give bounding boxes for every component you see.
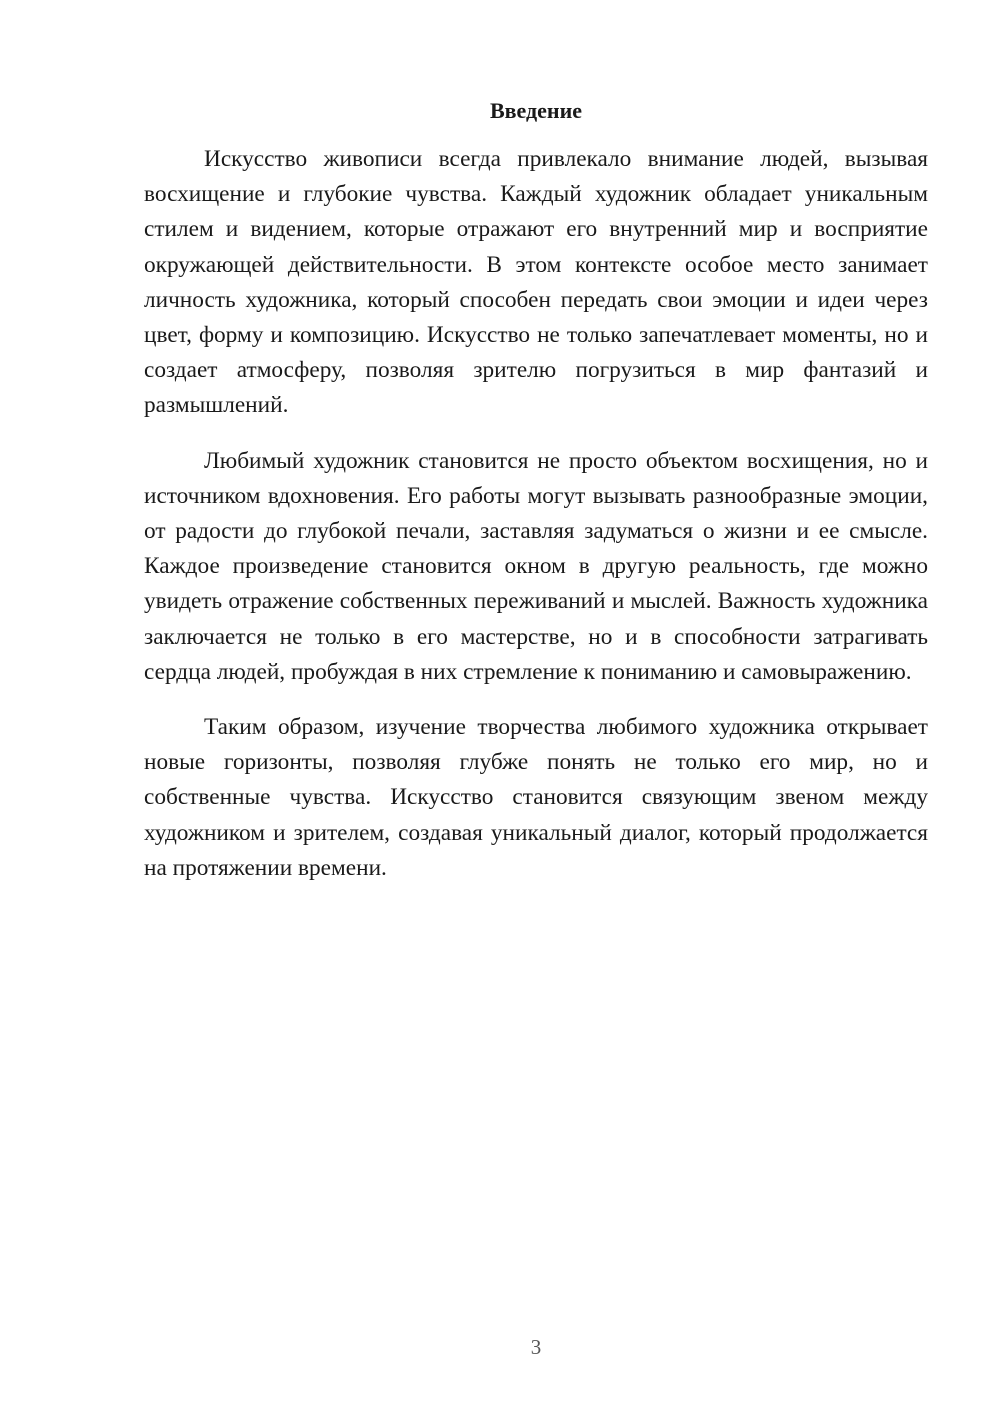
body-text: [144, 142, 928, 906]
paragraph-intro: Искусство живописи всегда привлекало внимание людей, вызывая восхищение и глубокие чувства. Каждый художник обладает уникальным стилем и видением, которые отражают его внутренний мир и восприятие окружающей действительности. В этом контексте особое место занимает личность художника, который способен передать свои эмоции и идеи через цвет, форму и композицию. Искусство не только запечатлевает моменты, но и создает атмосферу, позволяя зрителю погрузиться в мир фантазий и размышлений.: [144, 146, 928, 419]
section-heading: Введение: [489, 98, 583, 123]
paragraph-favorite-artist: Любимый художник становится не просто объектом восхищения, но и источником вдохновения. Его работы могут вызывать разнообразные эмоции, от радости до глубокой печали, заставляя задуматься о жизни и ее смысле. Каждое произведение становится окном в другую реальность, где можно увидеть отражение собственных переживаний и мыслей. Важность художника заключается не только в его мастерстве, но и в способности затрагивать сердца людей, пробуждая в них стремление к пониманию и самовыражению.: [144, 447, 928, 685]
paragraph-conclusion: Таким образом, изучение творчества любимого художника открывает новые горизонты, позволяя глубже понять не только его мир, но и собственные чувства. Искусство становится связующим звеном между художником и зрителем, создавая уникальный диалог, который продолжается на протяжении времени.: [144, 714, 928, 881]
page-number: 3: [530, 1335, 542, 1359]
